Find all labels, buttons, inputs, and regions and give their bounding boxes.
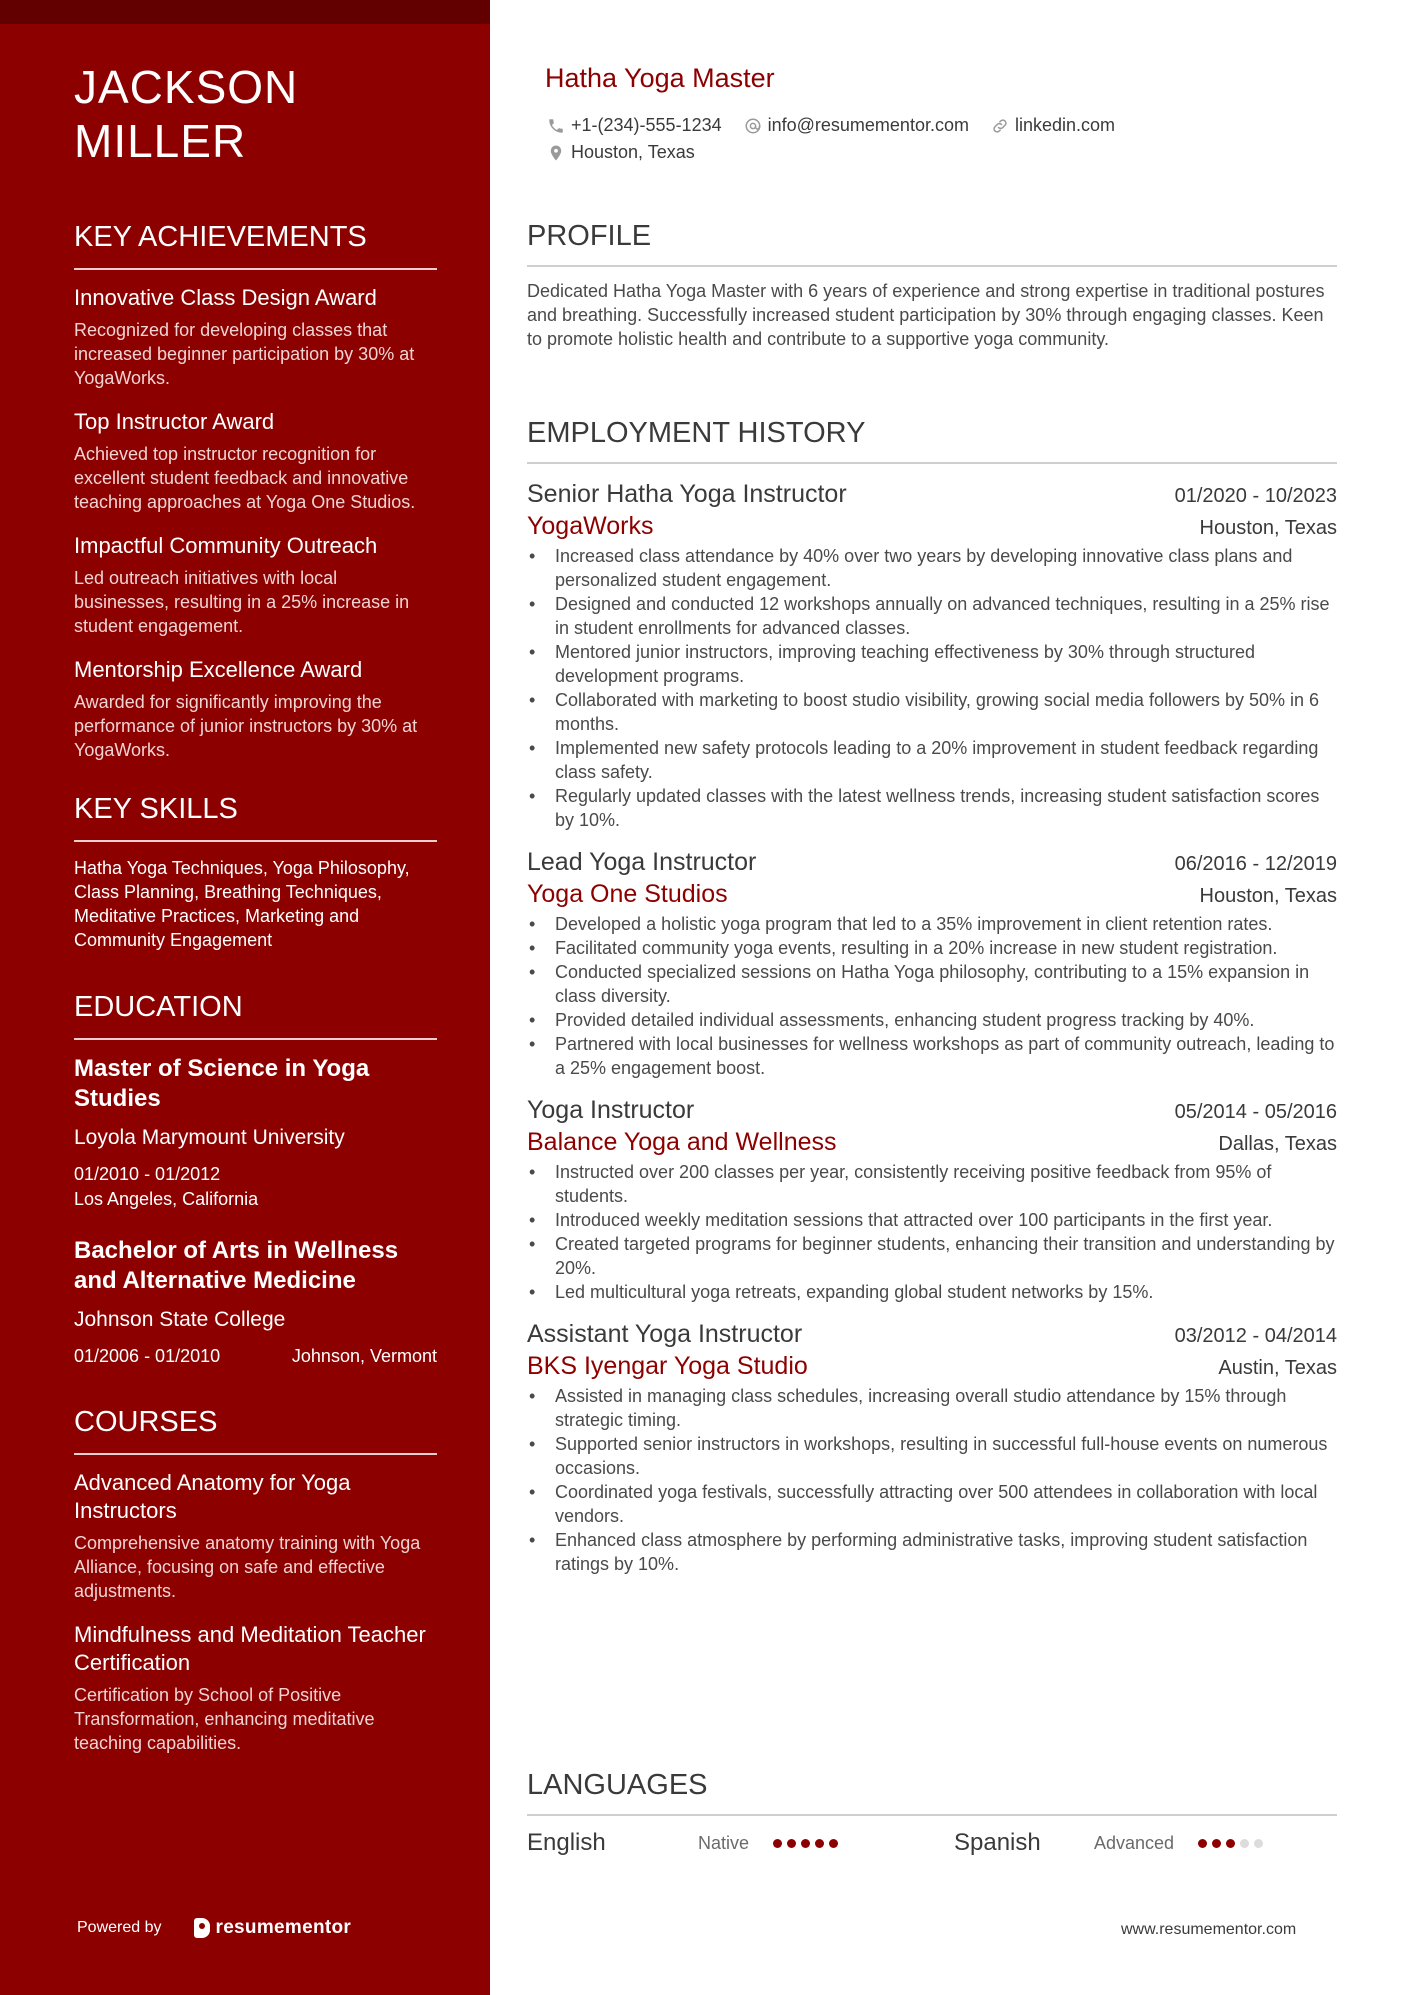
job-location: Houston, Texas xyxy=(1199,885,1337,907)
language-level: Native xyxy=(697,1832,749,1853)
job-company: BKS Iyengar Yoga Studio xyxy=(527,1352,808,1380)
job-bullet: • Designed and conducted 12 workshops annually on advanced techniques, resulting in a 25% rise in student enrollments for advanced classes. xyxy=(527,592,1337,640)
job-bullet: • Implemented new safety protocols leading to a 20% improvement in student feedback regarding class safety. xyxy=(527,736,1337,784)
job-bullet: • Introduced weekly meditation sessions that attracted over 100 participants in the first year. xyxy=(527,1208,1337,1232)
job-bullet: • Assisted in managing class schedules, increasing overall studio attendance by 15% through strategic timing. xyxy=(527,1384,1337,1432)
job-company-row xyxy=(527,510,1337,542)
contact-row xyxy=(547,139,1307,166)
brand-logo[interactable] xyxy=(194,1917,352,1939)
education-section xyxy=(74,990,437,1369)
contact-location xyxy=(547,142,695,163)
education-heading: EDUCATION xyxy=(74,990,437,1040)
edu-degree: Master of Science in Yoga Studies xyxy=(74,1055,370,1112)
phone-icon xyxy=(547,117,565,135)
job-company-row xyxy=(527,878,1337,910)
at-icon xyxy=(744,117,762,135)
edu-school: Loyola Marymount University xyxy=(74,1126,345,1149)
sidebar-top-bar xyxy=(0,0,490,24)
job-dates: 01/2020 - 10/2023 xyxy=(1174,485,1337,507)
course-item xyxy=(74,1621,437,1755)
skills-heading: KEY SKILLS xyxy=(74,792,437,842)
job-location: Dallas, Texas xyxy=(1218,1133,1337,1155)
contact-email[interactable] xyxy=(744,115,969,136)
edu-dates: 01/2006 - 01/2010 xyxy=(74,1346,221,1366)
rating-dot xyxy=(1254,1839,1263,1848)
powered-by xyxy=(77,1917,351,1939)
language-name: Spanish xyxy=(954,1829,1041,1856)
achievement-item xyxy=(74,408,437,514)
job-entry xyxy=(527,478,1337,832)
courses-section xyxy=(74,1405,437,1755)
job-bullets xyxy=(527,544,1337,832)
job-company: Balance Yoga and Wellness xyxy=(527,1128,837,1156)
job-header xyxy=(527,1318,1337,1350)
courses-heading: COURSES xyxy=(74,1405,437,1455)
sidebar-content xyxy=(74,60,437,1773)
rating-dot xyxy=(1226,1839,1235,1848)
achievement-item xyxy=(74,656,437,762)
edu-dates: 01/2010 - 01/2012 xyxy=(74,1164,221,1184)
job-header xyxy=(527,478,1337,510)
job-bullet: • Regularly updated classes with the latest wellness trends, increasing student satisfaction scores by 10%. xyxy=(527,784,1337,832)
job-dates: 05/2014 - 05/2016 xyxy=(1174,1101,1337,1123)
skills-text: Hatha Yoga Techniques, Yoga Philosophy, Class Planning, Breathing Techniques, Meditative Practices, Marketing and Community Engagement xyxy=(74,858,410,950)
sidebar xyxy=(0,0,490,1995)
language-level: Advanced xyxy=(1093,1832,1174,1853)
job-company: Yoga One Studios xyxy=(527,880,728,908)
rating-dot xyxy=(787,1839,796,1848)
job-role: Senior Hatha Yoga Instructor xyxy=(527,480,847,508)
employment-heading: EMPLOYMENT HISTORY xyxy=(527,416,1337,464)
achievement-desc: Recognized for developing classes that increased beginner participation by 30% at YogaWorks. xyxy=(74,320,415,388)
language-rating xyxy=(1198,1839,1268,1848)
job-entry xyxy=(527,1094,1337,1304)
rating-dot xyxy=(773,1839,782,1848)
language-name: English xyxy=(527,1829,606,1856)
brand-name: resumementor xyxy=(215,1917,352,1938)
education-item xyxy=(74,1054,437,1212)
job-company-row xyxy=(527,1126,1337,1158)
contact-phone[interactable] xyxy=(547,115,722,136)
job-bullet: • Created targeted programs for beginner students, enhancing their transition and understanding by 20%. xyxy=(527,1232,1337,1280)
course-desc: Certification by School of Positive Transformation, enhancing meditative teaching capabilities. xyxy=(74,1685,375,1753)
skills-section xyxy=(74,792,437,952)
achievement-desc: Achieved top instructor recognition for excellent student feedback and innovative teaching approaches at Yoga One Studios. xyxy=(74,444,416,512)
resumementor-logo-icon xyxy=(194,1918,210,1938)
rating-dot xyxy=(1212,1839,1221,1848)
job-bullet: • Increased class attendance by 40% over two years by developing innovative class plans and personalized student engagement. xyxy=(527,544,1337,592)
job-company: YogaWorks xyxy=(527,512,654,540)
rating-dot xyxy=(1198,1839,1207,1848)
job-header xyxy=(527,1094,1337,1126)
languages-heading: LANGUAGES xyxy=(527,1768,1337,1816)
education-item xyxy=(74,1236,437,1369)
achievement-item xyxy=(74,532,437,638)
job-bullet: • Instructed over 200 classes per year, consistently receiving positive feedback from 95% of students. xyxy=(527,1160,1337,1208)
rating-dot xyxy=(829,1839,838,1848)
job-bullet: • Enhanced class atmosphere by performing administrative tasks, improving student satisfaction ratings by 10%. xyxy=(527,1528,1337,1576)
achievements-heading: KEY ACHIEVEMENTS xyxy=(74,220,437,270)
language-item xyxy=(954,1829,1337,1857)
job-role: Assistant Yoga Instructor xyxy=(527,1320,803,1348)
languages-section xyxy=(527,1768,1337,1858)
course-desc: Comprehensive anatomy training with Yoga Alliance, focusing on safe and effective adjustments. xyxy=(74,1533,421,1601)
job-bullets xyxy=(527,1160,1337,1304)
edu-school: Johnson State College xyxy=(74,1308,286,1331)
job-bullet: • Led multicultural yoga retreats, expanding global student networks by 15%. xyxy=(527,1280,1337,1304)
achievements-section xyxy=(74,220,437,762)
job-bullet: • Developed a holistic yoga program that led to a 35% improvement in client retention rates. xyxy=(527,912,1337,936)
profile-section xyxy=(527,219,1337,351)
job-role: Lead Yoga Instructor xyxy=(527,848,757,876)
link-icon xyxy=(991,117,1009,135)
job-company-row xyxy=(527,1350,1337,1382)
job-bullets xyxy=(527,912,1337,1080)
rating-dot xyxy=(801,1839,810,1848)
linkedin-text: linkedin.com xyxy=(1014,115,1116,135)
language-item xyxy=(527,1829,954,1857)
profile-heading: PROFILE xyxy=(527,219,1337,267)
edu-location: Los Angeles, California xyxy=(74,1189,259,1209)
rating-dot xyxy=(815,1839,824,1848)
language-rating xyxy=(773,1839,843,1848)
job-bullet: • Provided detailed individual assessments, enhancing student progress tracking by 40%. xyxy=(527,1008,1337,1032)
job-location: Houston, Texas xyxy=(1199,517,1337,539)
job-bullet: • Collaborated with marketing to boost studio visibility, growing social media followers by 50% in 6 months. xyxy=(527,688,1337,736)
achievement-item xyxy=(74,284,437,390)
contact-info xyxy=(547,112,1307,166)
job-role: Yoga Instructor xyxy=(527,1096,695,1124)
contact-row xyxy=(547,112,1307,139)
jobs-list xyxy=(527,478,1337,1576)
profile-text: Dedicated Hatha Yoga Master with 6 years of experience and strong expertise in traditional postures and breathing. Successfully increased student participation by 30% through engaging classes. Keen to promote holistic health and contribute to a supportive yoga community. xyxy=(527,281,1325,349)
achievement-title: Top Instructor Award xyxy=(74,409,275,434)
edu-degree: Bachelor of Arts in Wellness and Alternative Medicine xyxy=(74,1237,399,1294)
rating-dot xyxy=(1240,1839,1249,1848)
job-bullet: • Conducted specialized sessions on Hatha Yoga philosophy, contributing to a 15% expansion in class diversity. xyxy=(527,960,1337,1008)
job-bullet: • Supported senior instructors in workshops, resulting in successful full-house events on numerous occasions. xyxy=(527,1432,1337,1480)
footer-website[interactable]: www.resumementor.com xyxy=(1121,1921,1297,1938)
job-bullet: • Facilitated community yoga events, resulting in a 20% increase in new student registration. xyxy=(527,936,1337,960)
achievements-list xyxy=(74,284,437,762)
job-entry xyxy=(527,1318,1337,1576)
headline: Hatha Yoga Master xyxy=(545,63,775,93)
course-item xyxy=(74,1469,437,1603)
achievement-desc: Led outreach initiatives with local businesses, resulting in a 25% increase in student engagement. xyxy=(74,568,410,636)
contact-linkedin[interactable] xyxy=(991,115,1115,136)
job-location: Austin, Texas xyxy=(1218,1357,1337,1379)
job-bullet: • Mentored junior instructors, improving teaching effectiveness by 30% through structured development programs. xyxy=(527,640,1337,688)
location-pin-icon xyxy=(547,144,565,162)
powered-by-label: Powered by xyxy=(77,1919,162,1936)
achievement-title: Mentorship Excellence Award xyxy=(74,657,363,682)
course-title: Advanced Anatomy for Yoga Instructors xyxy=(74,1470,351,1523)
job-dates: 06/2016 - 12/2019 xyxy=(1174,853,1337,875)
job-bullet: • Coordinated yoga festivals, successfully attracting over 500 attendees in collaboration with local vendors. xyxy=(527,1480,1337,1528)
name-first: JACKSON xyxy=(74,61,299,113)
location-text: Houston, Texas xyxy=(571,142,695,162)
languages-row xyxy=(527,1828,1337,1858)
achievement-desc: Awarded for significantly improving the performance of junior instructors by 30% at YogaWorks. xyxy=(74,692,418,760)
name-last: MILLER xyxy=(74,115,247,167)
candidate-name xyxy=(74,60,437,168)
course-title: Mindfulness and Meditation Teacher Certification xyxy=(74,1622,426,1675)
job-entry xyxy=(527,846,1337,1080)
edu-meta-row xyxy=(74,1344,437,1369)
edu-location: Johnson, Vermont xyxy=(291,1346,437,1366)
email-text: info@resumementor.com xyxy=(767,115,969,135)
employment-section xyxy=(527,416,1337,1576)
job-dates: 03/2012 - 04/2014 xyxy=(1174,1325,1337,1347)
job-bullet: • Partnered with local businesses for wellness workshops as part of community outreach, leading to a 25% engagement boost. xyxy=(527,1032,1337,1080)
job-bullets xyxy=(527,1384,1337,1576)
courses-list xyxy=(74,1469,437,1755)
job-header xyxy=(527,846,1337,878)
achievement-title: Impactful Community Outreach xyxy=(74,533,378,558)
phone-text: +1-(234)-555-1234 xyxy=(571,115,722,135)
achievement-title: Innovative Class Design Award xyxy=(74,285,377,310)
